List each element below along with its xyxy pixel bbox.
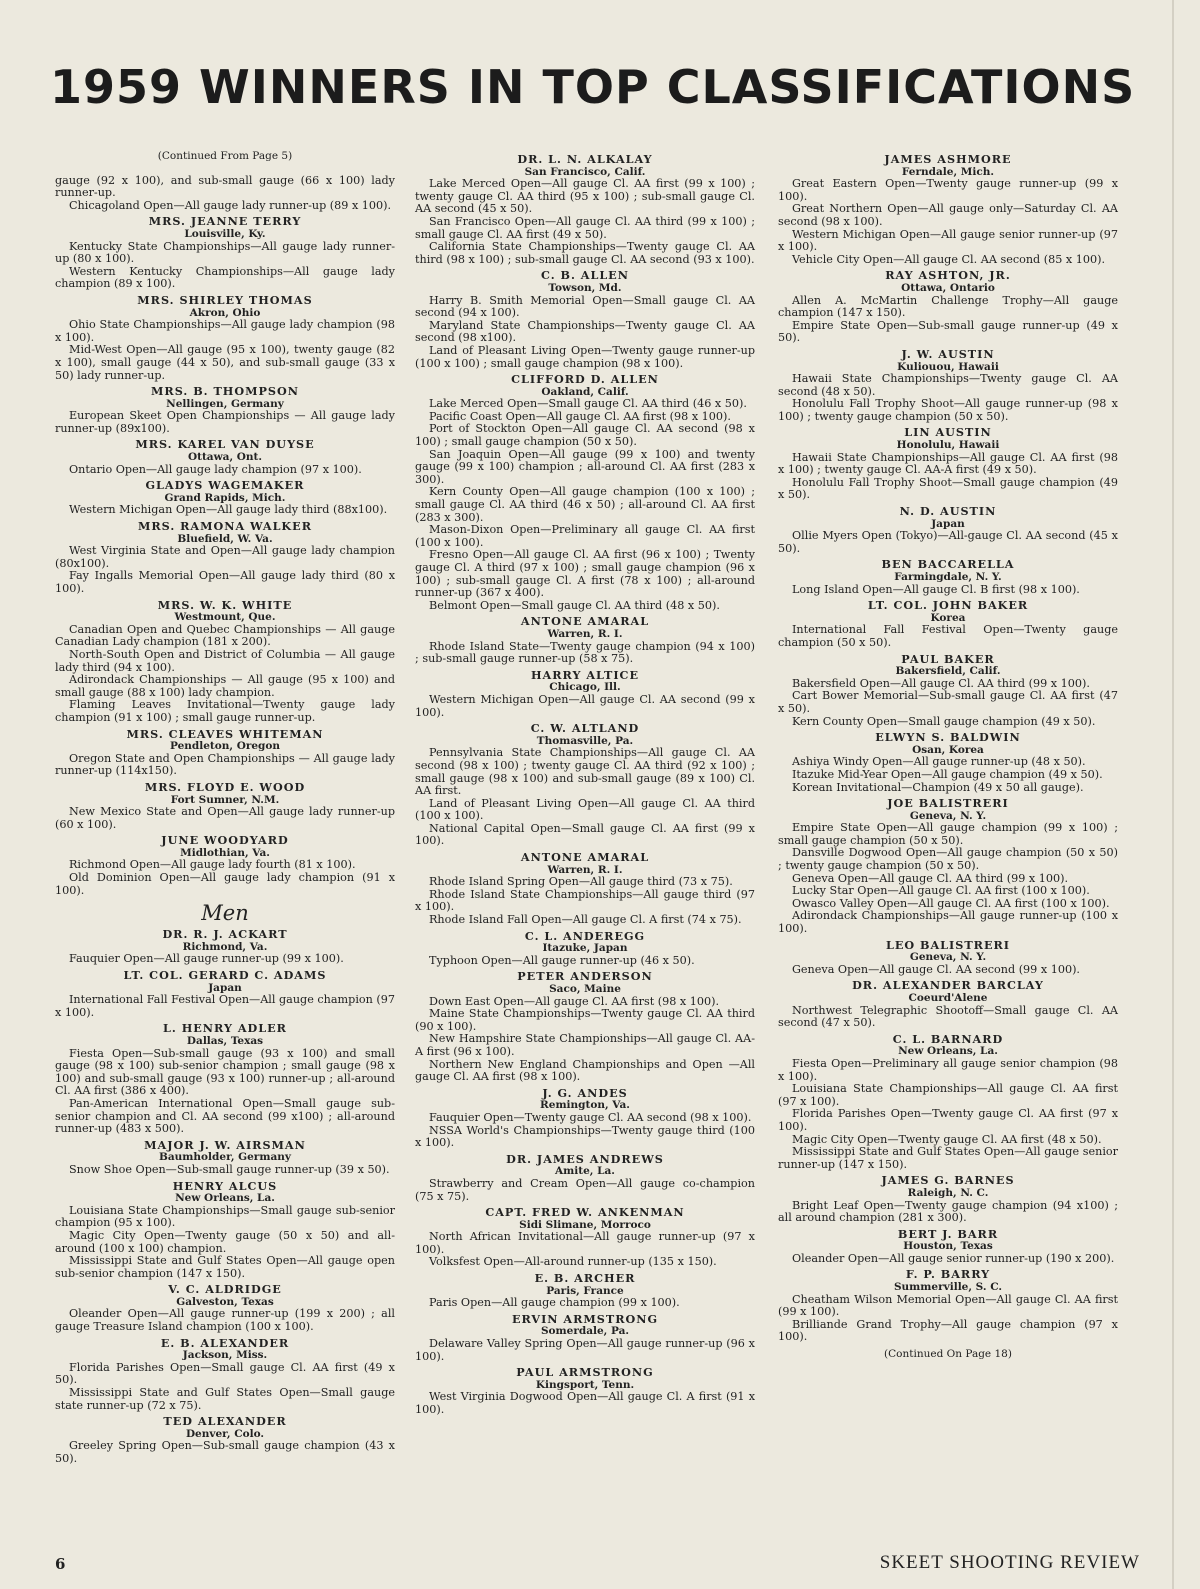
winner-location: Baumholder, Germany [159, 1151, 291, 1164]
result-line: Maine State Championships—Twenty gauge Cl. AA third (90 x 100). [415, 1007, 755, 1033]
result-line: Pacific Coast Open—All gauge Cl. AA first (98 x 100). [429, 409, 731, 423]
winner-entry [778, 797, 1118, 936]
result-line: Mississippi State and Gulf States Open—All gauge senior runner-up (147 x 150). [778, 1145, 1118, 1171]
winner-name: MAJOR J. W. AIRSMAN [144, 1137, 306, 1152]
winner-entry [55, 294, 395, 382]
winner-name: C. L. ANDEREGG [524, 928, 646, 943]
result-line: Northern New England Championships and Open —All gauge Cl. AA first (98 x 100). [415, 1057, 755, 1084]
winner-entry [778, 558, 1118, 596]
result-line: Florida Parishes Open—Small gauge Cl. AA first (49 x 50). [55, 1360, 395, 1387]
winner-entry [415, 1087, 755, 1150]
winner-location: Korea [930, 611, 966, 624]
result-line: Rhode Island Fall Open—All gauge Cl. A first (74 x 75). [429, 913, 742, 927]
winner-location: Chicago, Ill. [549, 681, 621, 694]
result-line: California State Championships—Twenty gauge Cl. AA third (98 x 100) ; sub-small gauge Cl. AA second (93 x 100). [415, 240, 755, 266]
winner-entry [778, 426, 1118, 502]
result-line: gauge (92 x 100), and sub-small gauge (66 x 100) lady runner-up. [55, 173, 395, 200]
winner-location: Kuliouou, Hawaii [897, 360, 999, 373]
winner-entry [778, 348, 1118, 424]
result-line: Western Michigan Open—All gauge lady third (88x100). [69, 503, 388, 517]
result-line: National Capital Open—Small gauge Cl. AA first (99 x 100). [415, 821, 755, 848]
winner-location: Raleigh, N. C. [907, 1186, 989, 1199]
winner-location: Ottawa, Ontario [901, 281, 995, 294]
result-line: Dansville Dogwood Open—All gauge champion (50 x 50) ; twenty gauge champion (50 x 50). [778, 846, 1118, 873]
result-line: Old Dominion Open—All gauge lady champion (91 x 100). [55, 871, 395, 897]
winner-location: Warren, R. I. [547, 627, 623, 640]
result-line: New Mexico State and Open—All gauge lady runner-up (60 x 100). [55, 805, 395, 831]
winner-location: Warren, R. I. [547, 863, 623, 876]
winner-location: Kingsport, Tenn. [535, 1378, 635, 1391]
winner-name: C. W. ALTLAND [530, 721, 640, 736]
winner-location: Westmount, Que. [174, 611, 276, 624]
result-line: Empire State Open—Sub-small gauge runner-up (49 x 50). [778, 318, 1118, 345]
winner-entry [778, 731, 1118, 794]
winner-entry [55, 1022, 395, 1135]
result-line: Long Island Open—All gauge Cl. B first (98 x 100). [792, 582, 1080, 596]
winner-name: ANTONE AMARAL [520, 614, 650, 629]
winner-entry [415, 722, 755, 848]
winner-entry [778, 653, 1118, 729]
result-line: Great Eastern Open—Twenty gauge runner-up (99 x 100). [778, 177, 1118, 203]
winner-name: E. B. ALEXANDER [160, 1335, 290, 1350]
winner-entry [415, 153, 755, 266]
result-line: Mississippi State and Gulf States Open—All gauge open sub-senior champion (147 x 150). [55, 1254, 395, 1280]
result-line: Adirondack Championships — All gauge (95 x 100) and small gauge (88 x 100) lady champion. [55, 673, 395, 699]
winner-name: LT. COL. GERARD C. ADAMS [123, 968, 327, 983]
result-line: Belmont Open—Small gauge Cl. AA third (48 x 50). [429, 598, 720, 612]
result-line: Rhode Island State Championships—All gauge third (97 x 100). [415, 887, 755, 914]
result-line: Western Michigan Open—All gauge Cl. AA second (99 x 100). [415, 692, 755, 719]
result-line: Kentucky State Championships—All gauge lady runner-up (80 x 100). [55, 239, 395, 266]
result-line: Oregon State and Open Championships — All gauge lady runner-up (114x150). [55, 751, 395, 778]
winner-name: GLADYS WAGEMAKER [145, 478, 305, 493]
winner-name: LIN AUSTIN [904, 425, 992, 440]
result-line: Empire State Open—All gauge champion (99 x 100) ; small gauge champion (50 x 50). [778, 821, 1118, 847]
winner-name: MRS. SHIRLEY THOMAS [137, 292, 313, 307]
winner-location: Summerville, S. C. [893, 1281, 1003, 1294]
result-line: Oleander Open—All gauge senior runner-up (190 x 200). [792, 1251, 1115, 1265]
result-line: Pan-American International Open—Small gauge sub-senior champion and Cl. AA second (99 x100) ; all-around runner-up (483 x 500). [55, 1096, 395, 1136]
result-line: Magic City Open—Twenty gauge (50 x 50) and all-around (100 x 100) champion. [55, 1228, 395, 1255]
result-line: Hawaii State Championships—Twenty gauge Cl. AA second (48 x 50). [778, 372, 1118, 398]
result-line: Paris Open—All gauge champion (99 x 100). [429, 1296, 680, 1310]
winner-name: L. HENRY ADLER [163, 1021, 287, 1036]
winner-entry [415, 669, 755, 719]
result-line: Strawberry and Cream Open—All gauge co-champion (75 x 75). [415, 1176, 755, 1203]
result-line: Fay Ingalls Memorial Open—All gauge lady third (80 x 100). [55, 569, 395, 595]
result-line: Rhode Island Spring Open—All gauge third (73 x 75). [429, 875, 733, 889]
winner-entry [778, 269, 1118, 345]
winner-entry [415, 930, 755, 968]
winner-location: Houston, Texas [903, 1240, 993, 1253]
winner-name: N. D. AUSTIN [899, 504, 997, 519]
winner-entry [415, 851, 755, 927]
column-3 [778, 150, 1118, 1361]
winner-entry [55, 1139, 395, 1177]
winner-entry [55, 834, 395, 897]
result-line: Hawaii State Championships—All gauge Cl. AA first (98 x 100) ; twenty gauge Cl. AA-A first (49 x 50). [778, 450, 1118, 477]
result-line: Brilliande Grand Trophy—All gauge champion (97 x 100). [778, 1317, 1118, 1344]
winner-entry [55, 479, 395, 517]
winner-location: Louisville, Ky. [184, 227, 266, 240]
winner-entry [55, 1283, 395, 1333]
winner-entry [415, 615, 755, 665]
winner-location: Towson, Md. [548, 281, 622, 294]
winner-location: Richmond, Va. [182, 940, 268, 953]
result-line: Mason-Dixon Open—Preliminary all gauge Cl. AA first (100 x 100). [415, 523, 755, 549]
winner-entry [55, 215, 395, 291]
result-line: West Virginia State and Open—All gauge lady champion (80x100). [55, 544, 395, 570]
winner-entry [778, 1033, 1118, 1172]
winner-entry [415, 373, 755, 612]
winner-entry [55, 928, 395, 966]
winner-name: C. B. ALLEN [541, 268, 629, 283]
result-line: Bright Leaf Open—Twenty gauge champion (94 x100) ; all around champion (281 x 300). [778, 1198, 1118, 1225]
page-edge [1172, 0, 1174, 1589]
result-line: Owasco Valley Open—All gauge Cl. AA first (100 x 100). [792, 896, 1110, 910]
winner-entry [415, 269, 755, 370]
result-line: Kern County Open—Small gauge champion (49 x 50). [792, 714, 1096, 728]
result-line: Great Northern Open—All gauge only—Saturday Cl. AA second (98 x 100). [778, 202, 1118, 228]
result-line: Land of Pleasant Living Open—Twenty gauge runner-up (100 x 100) ; small gauge champion (98 x 100). [415, 343, 755, 370]
continued-from-note: (Continued From Page 5) [157, 150, 293, 162]
result-line: Delaware Valley Spring Open—All gauge runner-up (96 x 100). [415, 1337, 755, 1363]
result-line: North-South Open and District of Columbia — All gauge lady third (94 x 100). [55, 647, 395, 674]
winner-location: Remington, Va. [540, 1099, 630, 1112]
winner-location: Osan, Korea [912, 743, 984, 756]
winner-location: Coeurd'Alene [908, 992, 988, 1004]
winner-location: Itazuke, Japan [542, 942, 628, 955]
result-line: Land of Pleasant Living Open—All gauge Cl. AA third (100 x 100). [415, 796, 755, 823]
winner-name: V. C. ALDRIDGE [168, 1282, 282, 1297]
winner-name: ERVIN ARMSTRONG [511, 1311, 659, 1326]
winner-entry [55, 728, 395, 778]
winner-entry [55, 520, 395, 596]
winner-name: JUNE WOODYARD [161, 833, 289, 848]
result-line: Ollie Myers Open (Tokyo)—All-gauge Cl. AA second (45 x 50). [778, 529, 1118, 555]
column-1 [55, 150, 395, 1467]
winner-entry [778, 505, 1118, 555]
winner-location: Amite, La. [555, 1165, 615, 1178]
result-line: San Joaquin Open—All gauge (99 x 100) and twenty gauge (99 x 100) champion ; all-around Cl. AA first (283 x 300). [415, 447, 755, 486]
winner-name: JAMES G. BARNES [881, 1173, 1015, 1188]
result-line: Snow Shoe Open—Sub-small gauge runner-up (39 x 50). [69, 1162, 390, 1176]
winner-name: MRS. RAMONA WALKER [137, 519, 312, 534]
winner-name: LEO BALISTRERI [885, 937, 1011, 952]
result-line: Port of Stockton Open—All gauge Cl. AA second (98 x 100) ; small gauge champion (50 x 50). [415, 422, 755, 449]
result-line: Northwest Telegraphic Shootoff—Small gauge Cl. AA second (47 x 50). [778, 1003, 1118, 1030]
winner-location: Paris, France [546, 1284, 624, 1297]
winner-entry [778, 153, 1118, 266]
winner-name: C. L. BARNARD [892, 1031, 1004, 1046]
winner-location: Galveston, Texas [176, 1295, 274, 1308]
result-line: San Francisco Open—All gauge Cl. AA third (99 x 100) ; small gauge Cl. AA first (49 x 50). [415, 214, 755, 241]
winner-entry [415, 1272, 755, 1310]
result-line: Down East Open—All gauge Cl. AA first (98 x 100). [429, 994, 720, 1008]
winner-location: Midlothian, Va. [180, 846, 270, 859]
winner-name: DR. L. N. ALKALAY [517, 152, 653, 166]
result-line: Florida Parishes Open—Twenty gauge Cl. AA first (97 x 100). [778, 1107, 1118, 1133]
result-line: Vehicle City Open—All gauge Cl. AA second (85 x 100). [792, 252, 1106, 266]
page-number: 6 [55, 1555, 66, 1573]
winner-entry [55, 385, 395, 435]
winner-location: Jackson, Miss. [182, 1349, 268, 1362]
continued-on-note: (Continued On Page 18) [884, 1348, 1012, 1361]
result-line: Greeley Spring Open—Sub-small gauge champion (43 x 50). [55, 1439, 395, 1465]
winner-location: Sidi Slimane, Morroco [519, 1218, 651, 1231]
result-line: Korean Invitational—Champion (49 x 50 all gauge). [792, 780, 1084, 794]
winner-entry [415, 1366, 755, 1416]
winner-name: BERT J. BARR [897, 1226, 999, 1241]
result-line: Typhoon Open—All gauge runner-up (46 x 50). [429, 953, 695, 967]
winner-location: Nellingen, Germany [166, 397, 284, 410]
winner-location: Denver, Colo. [185, 1427, 265, 1440]
winner-entry [55, 1415, 395, 1465]
winner-name: JOE BALISTRERI [887, 796, 1009, 811]
result-line: NSSA World's Championships—Twenty gauge third (100 x 100). [415, 1123, 755, 1150]
result-line: Magic City Open—Twenty gauge Cl. AA first (48 x 50). [792, 1132, 1102, 1146]
winner-location: Geneva, N. Y. [909, 951, 987, 964]
result-line: Lake Merced Open—All gauge Cl. AA first (99 x 100) ; twenty gauge Cl. AA third (95 x 100) ; sub-small gauge Cl. AA second (45 x 50). [415, 177, 755, 216]
result-line: Cart Bower Memorial—Sub-small gauge Cl. AA first (47 x 50). [778, 689, 1118, 715]
winner-name: PAUL ARMSTRONG [516, 1365, 654, 1380]
result-line: International Fall Festival Open—Twenty gauge champion (50 x 50). [778, 623, 1118, 649]
winner-entry [55, 175, 395, 213]
winner-location: Geneva, N. Y. [909, 809, 987, 822]
winner-location: Honolulu, Hawaii [896, 439, 1000, 452]
result-line: Ohio State Championships—All gauge lady champion (98 x 100). [55, 318, 395, 344]
winner-location: Somerdale, Pa. [540, 1325, 630, 1338]
winner-name: CAPT. FRED W. ANKENMAN [485, 1205, 685, 1220]
winner-name: J. W. AUSTIN [901, 346, 995, 361]
winner-entry [778, 939, 1118, 977]
winner-entry [55, 438, 395, 476]
winner-location: Ottawa, Ont. [187, 451, 263, 464]
winner-name: MRS. JEANNE TERRY [148, 214, 302, 229]
result-line: Bakersfield Open—All gauge Cl. AA third (99 x 100). [792, 676, 1090, 690]
winner-location: San Francisco, Calif. [524, 165, 646, 178]
winner-location: Bakersfield, Calif. [895, 665, 1001, 678]
winner-name: JAMES ASHMORE [884, 152, 1012, 166]
result-line: Harry B. Smith Memorial Open—Small gauge Cl. AA second (94 x 100). [415, 293, 755, 320]
winner-name: MRS. B. THOMPSON [151, 384, 299, 399]
result-line: Canadian Open and Quebec Championships — All gauge Canadian Lady champion (181 x 200). [55, 622, 395, 649]
winner-entry [55, 1337, 395, 1413]
result-line: Western Michigan Open—All gauge senior runner-up (97 x 100). [778, 227, 1118, 254]
winner-name: PAUL BAKER [901, 651, 995, 666]
result-line: Ashiya Windy Open—All gauge runner-up (48 x 50). [792, 755, 1086, 769]
winner-entry [778, 1228, 1118, 1266]
result-line: Richmond Open—All gauge lady fourth (81 x 100). [69, 858, 356, 872]
winner-location: Dallas, Texas [186, 1035, 264, 1047]
winner-location: Pendleton, Oregon [169, 740, 281, 753]
column-2 [415, 150, 755, 1418]
winner-location: Farmingdale, N. Y. [894, 571, 1002, 583]
winner-location: Oakland, Calif. [541, 385, 629, 398]
winner-name: RAY ASHTON, JR. [885, 268, 1011, 283]
result-line: International Fall Festival Open—All gauge champion (97 x 100). [55, 993, 395, 1019]
result-line: Kern County Open—All gauge champion (100 x 100) ; small gauge Cl. AA third (46 x 50) ; all-around Cl. AA first (283 x 300). [415, 485, 755, 524]
result-line: New Hampshire State Championships—All gauge Cl. AA-A first (96 x 100). [415, 1032, 755, 1058]
result-line: Chicagoland Open—All gauge lady runner-up (89 x 100). [69, 198, 392, 212]
result-line: Geneva Open—All gauge Cl. AA third (99 x 100). [792, 871, 1069, 885]
result-line: Itazuke Mid-Year Open—All gauge champion (49 x 50). [792, 767, 1103, 781]
result-line: Maryland State Championships—Twenty gauge Cl. AA second (98 x100). [415, 318, 755, 345]
winner-name: E. B. ARCHER [534, 1271, 636, 1286]
winner-entry [778, 1268, 1118, 1344]
result-line: Geneva Open—All gauge Cl. AA second (99 x 100). [792, 962, 1080, 976]
winner-location: Thomasville, Pa. [536, 734, 634, 747]
winner-name: ANTONE AMARAL [520, 850, 650, 865]
winner-entry [55, 599, 395, 725]
result-line: Louisiana State Championships—All gauge Cl. AA first (97 x 100). [778, 1082, 1118, 1108]
magazine-title: SKEET SHOOTING REVIEW [879, 1552, 1140, 1573]
winner-entry [415, 1206, 755, 1269]
winner-entry [55, 1180, 395, 1281]
result-line: Cheatham Wilson Memorial Open—All gauge Cl. AA first (99 x 100). [778, 1292, 1118, 1319]
winner-name: BEN BACCARELLA [881, 557, 1015, 572]
result-line: Lake Merced Open—Small gauge Cl. AA third (46 x 50). [429, 397, 747, 411]
result-line: Mid-West Open—All gauge (95 x 100), twenty gauge (82 x 100), small gauge (44 x 50), and sub-small gauge (33 x 50) lady runner-up. [55, 343, 395, 382]
result-line: Rhode Island State—Twenty gauge champion (94 x 100) ; sub-small gauge runner-up (58 x 75). [415, 639, 755, 666]
winner-location: Fort Sumner, N.M. [170, 793, 280, 806]
result-line: Lucky Star Open—All gauge Cl. AA first (100 x 100). [792, 884, 1090, 898]
result-line: Honolulu Fall Trophy Shoot—Small gauge champion (49 x 50). [778, 475, 1118, 502]
winner-entry [415, 1153, 755, 1203]
winner-name: MRS. KAREL VAN DUYSE [135, 437, 315, 452]
result-line: Ontario Open—All gauge lady champion (97 x 100). [69, 462, 362, 476]
winner-entry [778, 599, 1118, 649]
result-line: Pennsylvania State Championships—All gauge Cl. AA second (98 x 100) ; twenty gauge Cl. AA third (92 x 100) ; small gauge (98 x 100) and sub-small gauge (89 x 100) Cl. AA first. [415, 746, 755, 798]
winner-name: TED ALEXANDER [163, 1414, 287, 1429]
winner-name: F. P. BARRY [905, 1267, 991, 1282]
winner-name: J. G. ANDES [542, 1085, 628, 1100]
result-line: Honolulu Fall Trophy Shoot—All gauge runner-up (98 x 100) ; twenty gauge champion (50 x 50). [778, 397, 1118, 423]
winner-name: MRS. CLEAVES WHITEMAN [126, 726, 324, 741]
winner-location: Grand Rapids, Mich. [164, 491, 286, 504]
winner-name: HENRY ALCUS [172, 1178, 278, 1193]
result-line: Adirondack Championships—All gauge runner-up (100 x 100). [778, 909, 1118, 936]
result-line: Fiesta Open—Preliminary all gauge senior champion (98 x 100). [778, 1056, 1118, 1083]
result-line: Allen A. McMartin Challenge Trophy—All gauge champion (147 x 150). [778, 293, 1118, 320]
winner-entry [415, 970, 755, 1083]
result-line: Fiesta Open—Sub-small gauge (93 x 100) and small gauge (98 x 100) sub-senior champion ; small gauge (98 x 100) and sub-small gauge (93 x 100) runner-up ; all-around Cl. AA first (386 x 400). [55, 1046, 395, 1098]
winner-entry [55, 781, 395, 831]
result-line: North African Invitational—All gauge runner-up (97 x 100). [415, 1230, 755, 1256]
winner-location: New Orleans, La. [898, 1045, 998, 1058]
winner-name: MRS. FLOYD E. WOOD [144, 779, 306, 794]
winner-entry [778, 1174, 1118, 1224]
result-line: Fresno Open—All gauge Cl. AA first (96 x 100) ; Twenty gauge Cl. A third (97 x 100) ; small gauge champion (96 x 100) ; sub-small gauge Cl. A first (78 x 100) ; all-around runner-up (367 x 400). [415, 548, 755, 600]
winner-location: Japan [931, 517, 965, 530]
winner-location: New Orleans, La. [175, 1192, 275, 1205]
winner-name: CLIFFORD D. ALLEN [511, 372, 659, 387]
winner-name: DR. JAMES ANDREWS [506, 1151, 664, 1166]
result-line: Fauquier Open—All gauge runner-up (99 x 100). [69, 952, 344, 966]
winner-location: Akron, Ohio [189, 306, 261, 319]
winner-name: MRS. W. K. WHITE [157, 597, 293, 612]
result-line: Flaming Leaves Invitational—Twenty gauge lady champion (91 x 100) ; small gauge runner-up. [55, 698, 395, 724]
winner-name: DR. ALEXANDER BARCLAY [852, 978, 1044, 993]
section-heading-men: Men [201, 901, 249, 926]
result-line: Western Kentucky Championships—All gauge lady champion (89 x 100). [55, 264, 395, 291]
winner-location: Ferndale, Mich. [901, 165, 995, 178]
winner-name: PETER ANDERSON [517, 969, 653, 984]
result-line: European Skeet Open Championships — All gauge lady runner-up (89x100). [55, 409, 395, 435]
result-line: Volksfest Open—All-around runner-up (135 x 150). [429, 1255, 717, 1269]
winner-name: ELWYN S. BALDWIN [875, 730, 1021, 745]
page-headline: 1959 WINNERS IN TOP CLASSIFICATIONS [50, 60, 1136, 114]
result-line: Fauquier Open—Twenty gauge Cl. AA second (98 x 100). [429, 1110, 752, 1124]
result-line: West Virginia Dogwood Open—All gauge Cl. A first (91 x 100). [415, 1390, 755, 1416]
winner-name: DR. R. J. ACKART [162, 927, 288, 942]
result-line: Oleander Open—All gauge runner-up (199 x 200) ; all gauge Treasure Island champion (100 x 100). [55, 1307, 395, 1334]
winner-name: LT. COL. JOHN BAKER [867, 598, 1029, 613]
winner-name: HARRY ALTICE [530, 667, 639, 682]
winner-entry [778, 979, 1118, 1029]
winner-entry [55, 969, 395, 1019]
result-line: Louisiana State Championships—Small gauge sub-senior champion (95 x 100). [55, 1203, 395, 1230]
winner-location: Bluefield, W. Va. [177, 532, 273, 545]
winner-location: Saco, Maine [549, 983, 621, 995]
winner-entry [415, 1313, 755, 1363]
result-line: Mississippi State and Gulf States Open—Small gauge state runner-up (72 x 75). [55, 1386, 395, 1412]
winner-location: Japan [208, 981, 242, 994]
